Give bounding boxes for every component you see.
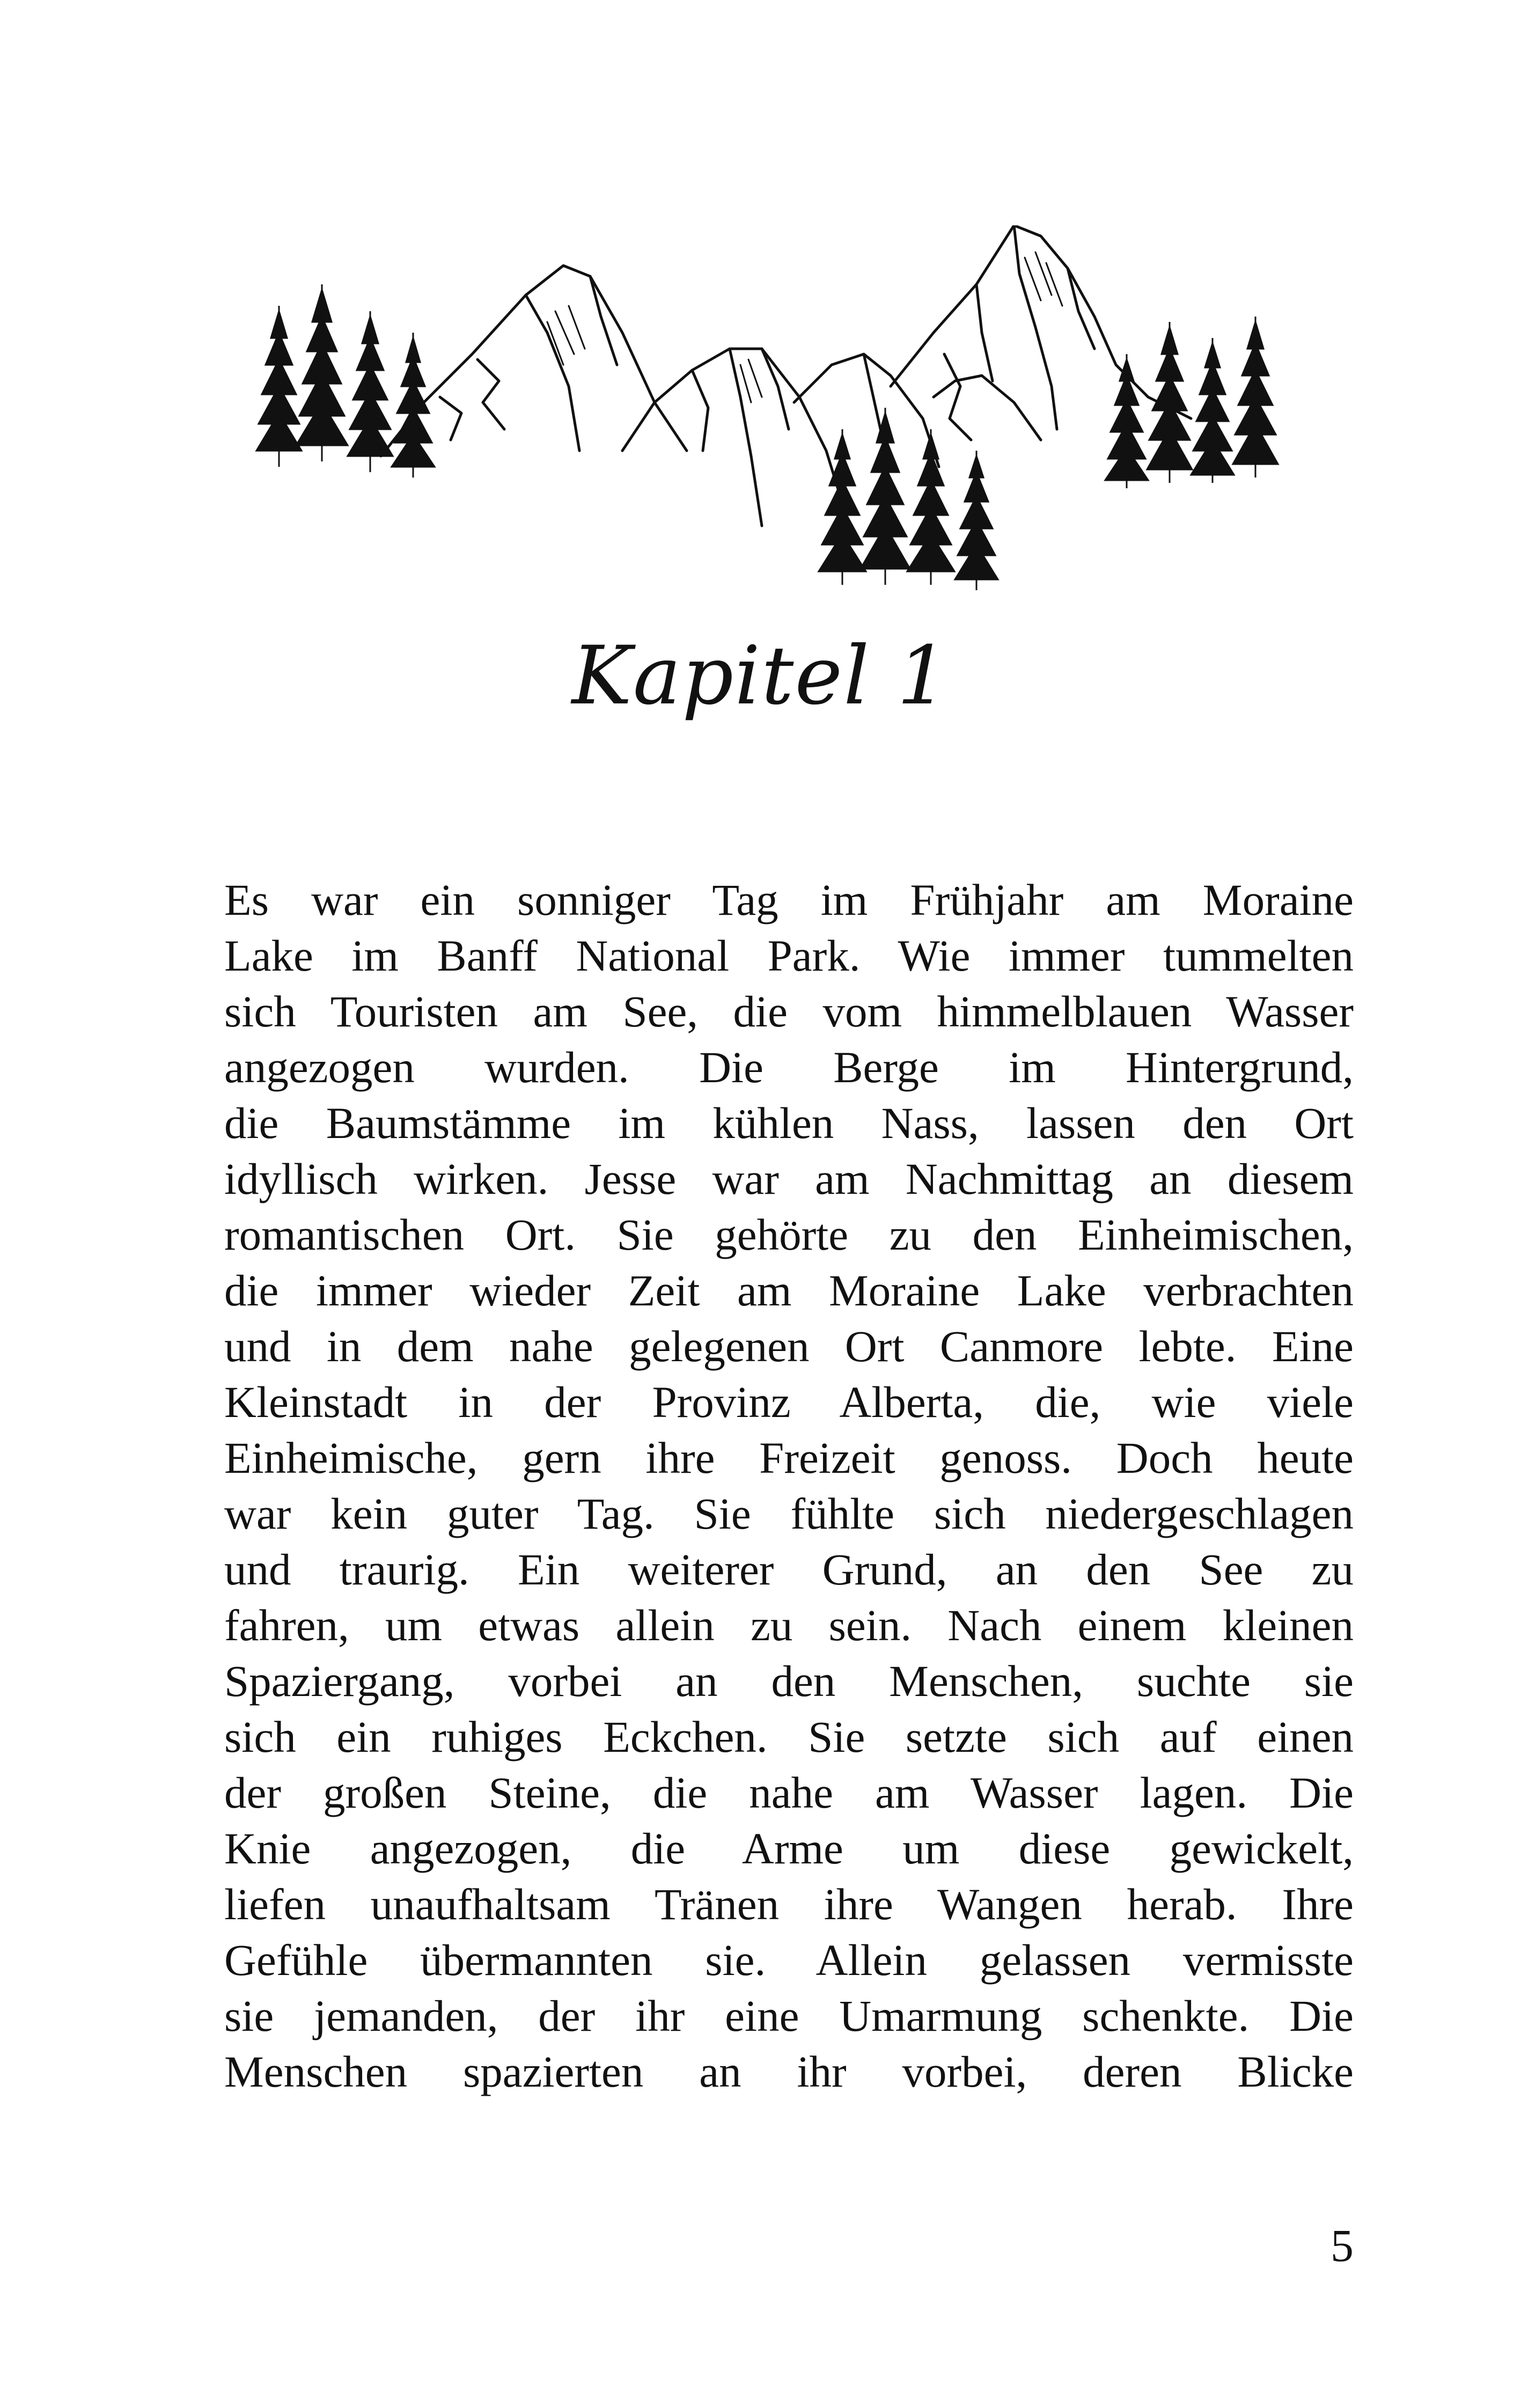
text-line: und traurig. Ein weiterer Grund, an den See zu	[224, 1545, 1354, 1594]
chapter-title: Kapitel 1	[571, 629, 950, 723]
text-line: und in dem nahe gelegenen Ort Canmore lebte. Eine	[224, 1322, 1354, 1371]
text-line: liefen unaufhaltsam Tränen ihre Wangen herab. Ihre	[224, 1880, 1354, 1929]
text-line: sich Touristen am See, die vom himmelblauen Wasser	[224, 987, 1354, 1036]
text-line: angezogen wurden. Die Berge im Hintergrund,	[224, 1043, 1354, 1092]
text-line: romantischen Ort. Sie gehörte zu den Einheimischen,	[224, 1210, 1354, 1259]
text-line: fahren, um etwas allein zu sein. Nach einem kleinen	[224, 1601, 1354, 1650]
text-line: sie jemanden, der ihr eine Umarmung schenkte. Die	[224, 1991, 1354, 2040]
text-line: Menschen spazierten an ihr vorbei, deren Blicke	[224, 2047, 1354, 2096]
text-line: Knie angezogen, die Arme um diese gewickelt,	[224, 1824, 1354, 1873]
page-number: 5	[1331, 2220, 1354, 2271]
text-line: der großen Steine, die nahe am Wasser lagen. Die	[224, 1768, 1354, 1817]
text-line: Gefühle übermannten sie. Allein gelassen vermisste	[224, 1935, 1354, 1985]
text-line: idyllisch wirken. Jesse war am Nachmittag an diesem	[224, 1154, 1354, 1203]
text-line: Einheimische, gern ihre Freizeit genoss. Doch heute	[224, 1433, 1354, 1482]
text-line: die Baumstämme im kühlen Nass, lassen den Ort	[224, 1098, 1354, 1148]
text-line: Spaziergang, vorbei an den Menschen, suchte sie	[224, 1656, 1354, 1706]
text-line: Es war ein sonniger Tag im Frühjahr am Moraine	[224, 875, 1354, 924]
text-line: Lake im Banff National Park. Wie immer tummelten	[224, 931, 1354, 980]
body-text	[224, 872, 1354, 2099]
mountains-and-pine-trees-illustration	[247, 225, 1298, 601]
text-line: die immer wieder Zeit am Moraine Lake verbrachten	[224, 1266, 1354, 1315]
text-line: sich ein ruhiges Eckchen. Sie setzte sich auf einen	[224, 1712, 1354, 1761]
text-line: war kein guter Tag. Sie fühlte sich niedergeschlagen	[224, 1489, 1354, 1538]
text-line: Kleinstadt in der Provinz Alberta, die, wie viele	[224, 1377, 1354, 1427]
